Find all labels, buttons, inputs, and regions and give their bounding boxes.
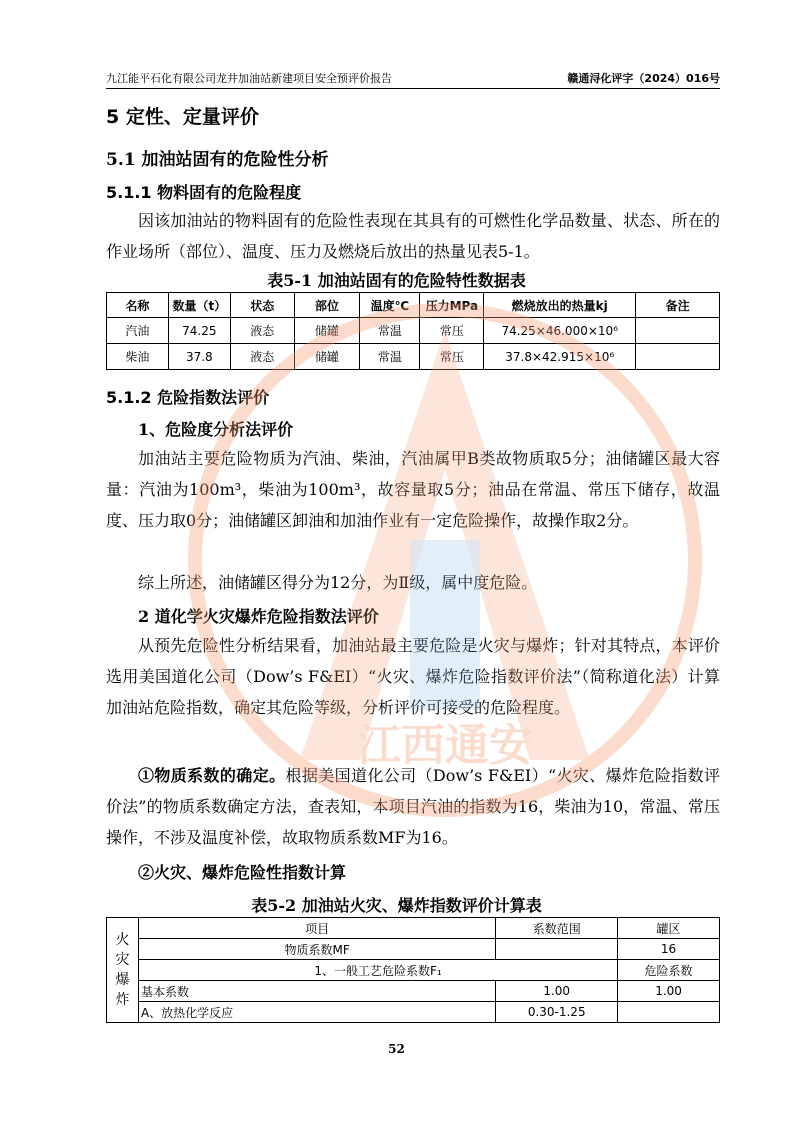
table-row bbox=[107, 1002, 720, 1023]
table-cell: 16 bbox=[618, 939, 720, 960]
table2-vertical-label bbox=[107, 918, 139, 1023]
table1-caption: 表5-1 加油站固有的危险特性数据表 bbox=[267, 271, 526, 290]
table-cell: 常压 bbox=[420, 318, 484, 344]
vertical-char: 灾 bbox=[115, 952, 130, 968]
method2-paragraph: 从预先危险性分析结果看，加油站最主要危险是火灾与爆炸；针对其特点，本评价选用美国道化公司（Dow’s F&EI）“火灾、爆炸危险指数评价法”（简称道化法）计算加油站危险指数，确定其危险等级，分析评价可接受的危险程度。 bbox=[106, 636, 720, 717]
table-cell: 常温 bbox=[360, 344, 420, 370]
conclusion-paragraph: 综上所述，油储罐区得分为12分，为Ⅱ级，属中度危险。 bbox=[138, 573, 538, 592]
table-cell bbox=[618, 1002, 720, 1023]
table1-header-cell: 备注 bbox=[636, 293, 720, 318]
table-row bbox=[107, 981, 720, 1002]
table-cell: 储罐 bbox=[294, 318, 360, 344]
table1-header-cell: 数量（t） bbox=[168, 293, 230, 318]
table2-header-cell: 罐区 bbox=[618, 918, 720, 939]
table-cell: 37.8×42.915×10⁶ bbox=[484, 344, 636, 370]
table-cell: A、放热化学反应 bbox=[138, 1002, 495, 1023]
table2-header-cell: 系数范围 bbox=[496, 918, 618, 939]
table-cell: 37.8 bbox=[168, 344, 230, 370]
table2 bbox=[106, 917, 720, 1023]
chapter-title: 5 定性、定量评价 bbox=[106, 106, 259, 128]
table-cell: 1.00 bbox=[618, 981, 720, 1002]
vertical-char: 火 bbox=[115, 932, 130, 948]
table-cell: 常温 bbox=[360, 318, 420, 344]
table-row bbox=[107, 939, 720, 960]
table-cell: 物质系数MF bbox=[138, 939, 495, 960]
table2-header-cell: 项目 bbox=[138, 918, 495, 939]
table1-header-cell: 温度℃ bbox=[360, 293, 420, 318]
table-row bbox=[107, 318, 720, 344]
seal-text: 江西通安 bbox=[357, 720, 533, 771]
material-factor-lead: ①物质系数的确定。 bbox=[138, 766, 286, 785]
table-cell: 液态 bbox=[230, 318, 294, 344]
table-cell: 危险系数 bbox=[618, 960, 720, 981]
method2-title: 2 道化学火灾爆炸危险指数法评价 bbox=[138, 607, 379, 626]
table-cell bbox=[496, 939, 618, 960]
table-cell: 常压 bbox=[420, 344, 484, 370]
subsection-511-title: 5.1.1 物料固有的危险程度 bbox=[106, 183, 302, 202]
table1-header-cell: 压力MPa bbox=[420, 293, 484, 318]
method1-title: 1、危险度分析法评价 bbox=[138, 420, 294, 439]
table-cell: 0.30-1.25 bbox=[496, 1002, 618, 1023]
table-row bbox=[107, 344, 720, 370]
table1-header-row bbox=[107, 293, 720, 318]
table-cell: 74.25 bbox=[168, 318, 230, 344]
table-cell: 1、一般工艺危险系数F₁ bbox=[138, 960, 617, 981]
table-cell: 汽油 bbox=[107, 318, 169, 344]
table-cell: 柴油 bbox=[107, 344, 169, 370]
subsection-512-title: 5.1.2 危险指数法评价 bbox=[106, 388, 270, 407]
page-header bbox=[106, 70, 720, 88]
table-cell bbox=[636, 318, 720, 344]
header-rule bbox=[106, 88, 720, 89]
section-title: 5.1 加油站固有的危险性分析 bbox=[106, 150, 329, 170]
table-cell: 储罐 bbox=[294, 344, 360, 370]
material-factor-text: 根据美国道化公司（Dow’s F&EI）“火灾、爆炸危险指数评价法”的物质系数确定方法，查表知，本项目汽油的指数为16，柴油为10，常温、常压操作，不涉及温度补偿，故取物质系数MF为16。 bbox=[106, 766, 720, 847]
table1-header-cell: 名称 bbox=[107, 293, 169, 318]
vertical-char: 炸 bbox=[115, 992, 130, 1008]
table2-caption: 表5-2 加油站火灾、爆炸指数评价计算表 bbox=[251, 896, 542, 915]
table-cell: 1.00 bbox=[496, 981, 618, 1002]
seal-ring bbox=[195, 310, 695, 810]
table1 bbox=[106, 292, 720, 370]
index-calc-title: ②火灾、爆炸危险性指数计算 bbox=[138, 863, 347, 882]
material-factor-paragraph bbox=[106, 760, 720, 853]
table1-header-cell: 燃烧放出的热量kj bbox=[484, 293, 636, 318]
table-row bbox=[107, 960, 720, 981]
subsection-511-paragraph: 因该加油站的物料固有的危险性表现在其具有的可燃性化学品数量、状态、所在的作业场所（部位）、温度、压力及燃烧后放出的热量见表5-1。 bbox=[106, 211, 720, 261]
table-cell bbox=[636, 344, 720, 370]
table-cell: 基本系数 bbox=[138, 981, 495, 1002]
header-doc-number: 赣通浔化评字（2024）016号 bbox=[567, 72, 720, 85]
table1-header-cell: 状态 bbox=[230, 293, 294, 318]
table-cell: 液态 bbox=[230, 344, 294, 370]
table1-header-cell: 部位 bbox=[294, 293, 360, 318]
page-number: 52 bbox=[388, 1042, 405, 1056]
method1-paragraph: 加油站主要危险物质为汽油、柴油，汽油属甲B类故物质取5分；油储罐区最大容量：汽油为100m³，柴油为100m³，故容量取5分；油品在常温、常压下储存，故温度、压力取0分；油储罐区卸油和加油作业有一定危险操作，故操作取2分。 bbox=[106, 449, 720, 530]
table-cell: 74.25×46.000×10⁶ bbox=[484, 318, 636, 344]
header-title: 九江能平石化有限公司龙井加油站新建项目安全预评价报告 bbox=[106, 72, 392, 85]
vertical-char: 爆 bbox=[115, 972, 130, 988]
table2-header-row bbox=[107, 918, 720, 939]
